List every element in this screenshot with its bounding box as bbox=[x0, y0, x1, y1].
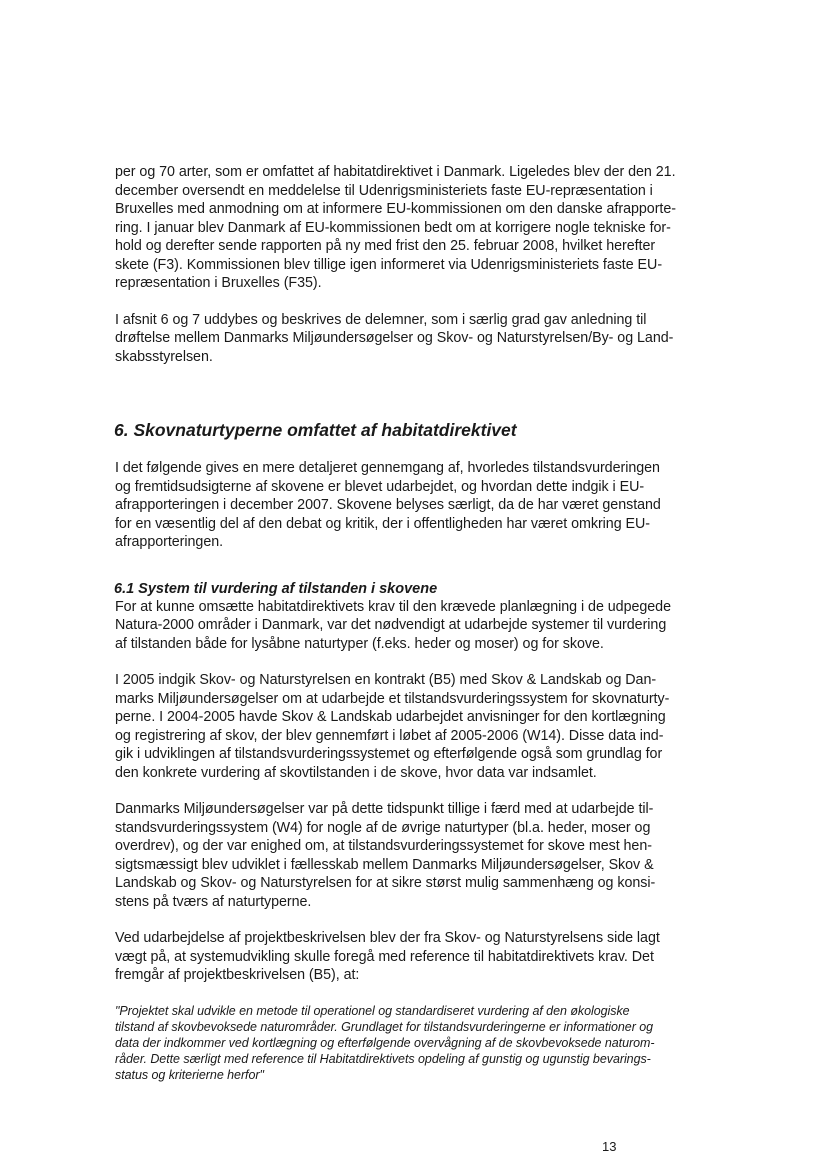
project-description-quote: "Projektet skal udvikle en metode til operationel og standardiseret vurdering af den økologiske tilstand af skovbevoksede naturområder. Grundlaget for tilstandsvurderingerne er informationer og data der indkommer ved kortlægning og efterfølgende overvågning af de skovbevoksede naturom- råder. Dette særligt med reference til Habitatdirektivets opdeling af gunstig og ugunstig bevarings- status og kriterierne herfor" bbox=[115, 1003, 655, 1083]
paragraph-assessment-systems: For at kunne omsætte habitatdirektivets krav til den krævede planlægning i de udpegede Natura-2000 områder i Danmark, var det nødvendigt at udarbejde systemer til vurdering af tilstanden både for lysåbne naturtyper (f.eks. heder og moser) og for skove. bbox=[115, 598, 671, 652]
paragraph-section-6-intro: I det følgende gives en mere detaljeret gennemgang af, hvorledes tilstandsvurderingen og fremtidsudsigterne af skovene er blevet udarbejdet, og hvordan dette indgik i EU- afrapporteringen i december 2007. Skovene belyses særligt, da de har været genstand for en væsentlig del af den debat og kritik, der i offentligheden har været omkring EU- afrapporteringen. bbox=[115, 460, 661, 550]
paragraph-section-overview: I afsnit 6 og 7 uddybes og beskrives de delemner, som i særlig grad gav anledning til drøftelse mellem Danmarks Miljøundersøgelser og Skov- og Naturstyrelsen/By- og Land- skabsstyrelsen. bbox=[115, 311, 674, 365]
paragraph-dmu-cooperation: Danmarks Miljøundersøgelser var på dette tidspunkt tillige i færd med at udarbejde til- standsvurderingssystem (W4) for nogle af de øvrige naturtyper (bl.a. heder, moser og overdrev), og der var enighed om, at tilstandsvurderingssystemet for skove mest hen- sigtsmæssigt blev udviklet i fællesskab mellem Danmarks Miljøundersøgelser, Skov & Landskab og Skov- og Naturstyrelsen for at sikre størst mulig sammenhæng og konsi- stens på tværs af naturtyperne. bbox=[115, 801, 656, 910]
section-heading-6: 6. Skovnaturtyperne omfattet af habitatdirektivet bbox=[114, 420, 517, 440]
paragraph-eu-reporting-correspondence: per og 70 arter, som er omfattet af habitatdirektivet i Danmark. Ligeledes blev der den 21. december oversendt en meddelelse til Udenrigsministeriets faste EU-repræsentation i Bruxelles med anmodning om at informere EU-kommissionen om den danske afrapporte- ring. I januar blev Danmark af EU-kommissionen bedt om at korrigere nogle tekniske for- hold og derefter sende rapporten på ny med frist den 25. februar 2008, hvilket herefter skete (F3). Kommissionen blev tillige igen informeret via Udenrigsministeriets faste EU- repræsentation i Bruxelles (F35). bbox=[115, 164, 676, 291]
paragraph-contract-2005: I 2005 indgik Skov- og Naturstyrelsen en kontrakt (B5) med Skov & Landskab og Dan- marks Miljøundersøgelser om at udarbejde et tilstandsvurderingssystem for skovnaturty- perne. I 2004-2005 havde Skov & Landskab udarbejdet anvisninger for den kortlægning og registrering af skov, der blev gennemført i løbet af 2005-2006 (W14). Disse data ind- gik i udviklingen af tilstandsvurderingssystemet og efterfølgende også som grundlag for den konkrete vurdering af skovtilstanden i de skove, hvor data var indsamlet. bbox=[115, 672, 670, 781]
page-number: 13 bbox=[602, 1139, 617, 1154]
document-body bbox=[115, 163, 715, 1084]
subsection-heading-6-1: 6.1 System til vurdering af tilstanden i skovene bbox=[114, 580, 438, 597]
paragraph-project-description: Ved udarbejdelse af projektbeskrivelsen blev der fra Skov- og Naturstyrelsens side lagt vægt på, at systemudvikling skulle foregå med reference til habitatdirektivets krav. Det fremgår af projektbeskrivelsen (B5), at: bbox=[115, 930, 660, 983]
